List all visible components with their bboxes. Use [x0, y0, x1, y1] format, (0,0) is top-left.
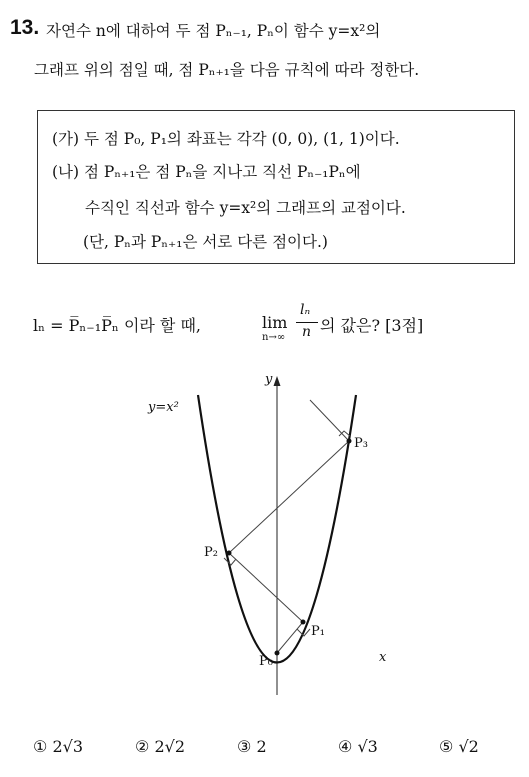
y-axis-arrow	[274, 376, 281, 386]
x-axis-label: x	[379, 650, 387, 665]
choice-number: ⑤	[439, 737, 454, 756]
rule-b-line-2: 수직인 직선과 함수 y=x²의 그래프의 교점이다.	[85, 199, 406, 217]
point-p0	[275, 651, 280, 656]
formula-denominator: n	[302, 324, 312, 340]
point-p3	[347, 439, 352, 444]
choice-value: √2	[458, 737, 479, 756]
choice-1[interactable]	[33, 737, 83, 756]
choice-number: ③	[237, 737, 252, 756]
choice-value: √3	[357, 737, 378, 756]
problem-text-line-2: 그래프 위의 점일 때, 점 Pₙ₊₁을 다음 규칙에 따라 정한다.	[34, 61, 420, 79]
right-angle-p2	[224, 558, 236, 565]
formula-definition: lₙ = P̅ₙ₋₁P̅ₙ 이라 할 때,	[33, 316, 202, 335]
rule-b-line-1: (나) 점 Pₙ₊₁은 점 Pₙ을 지나고 직선 Pₙ₋₁Pₙ에	[52, 163, 361, 181]
choice-number: ②	[135, 737, 150, 756]
curve-label: y=x²	[148, 400, 179, 415]
formula-limit: lim	[262, 313, 288, 332]
parabola-figure	[0, 360, 529, 700]
choice-5[interactable]	[439, 737, 479, 756]
choice-value: 2√3	[52, 737, 83, 756]
choice-value: 2√2	[154, 737, 185, 756]
label-p0: P₀	[259, 654, 273, 669]
choice-value: 2	[256, 737, 267, 756]
choice-4[interactable]	[338, 737, 378, 756]
problem-number: 13.	[10, 16, 40, 39]
point-p1	[301, 620, 306, 625]
choice-3[interactable]	[237, 737, 267, 756]
segment-p0-p1	[277, 622, 303, 653]
segment-p3-next	[310, 400, 349, 441]
problem-text-line-1: 자연수 n에 대하여 두 점 Pₙ₋₁, Pₙ이 함수 y=x²의	[46, 22, 381, 40]
choice-number: ①	[33, 737, 48, 756]
label-p1: P₁	[311, 624, 325, 639]
fraction-bar	[296, 322, 318, 323]
choice-number: ④	[338, 737, 353, 756]
label-p2: P₂	[204, 545, 218, 560]
rule-b-line-3: (단, Pₙ과 Pₙ₊₁은 서로 다른 점이다.)	[83, 233, 328, 251]
segment-p1-p2	[229, 553, 303, 622]
choice-2[interactable]	[135, 737, 185, 756]
point-p2	[227, 551, 232, 556]
label-p3: P₃	[354, 436, 368, 451]
formula-numerator: lₙ	[300, 302, 311, 318]
y-axis-label: y	[265, 372, 273, 387]
formula-limit-sub: n→∞	[262, 332, 286, 343]
formula-tail: 의 값은? [3점]	[320, 316, 424, 335]
rule-a: (가) 두 점 P₀, P₁의 좌표는 각각 (0, 0), (1, 1)이다.	[52, 130, 400, 148]
